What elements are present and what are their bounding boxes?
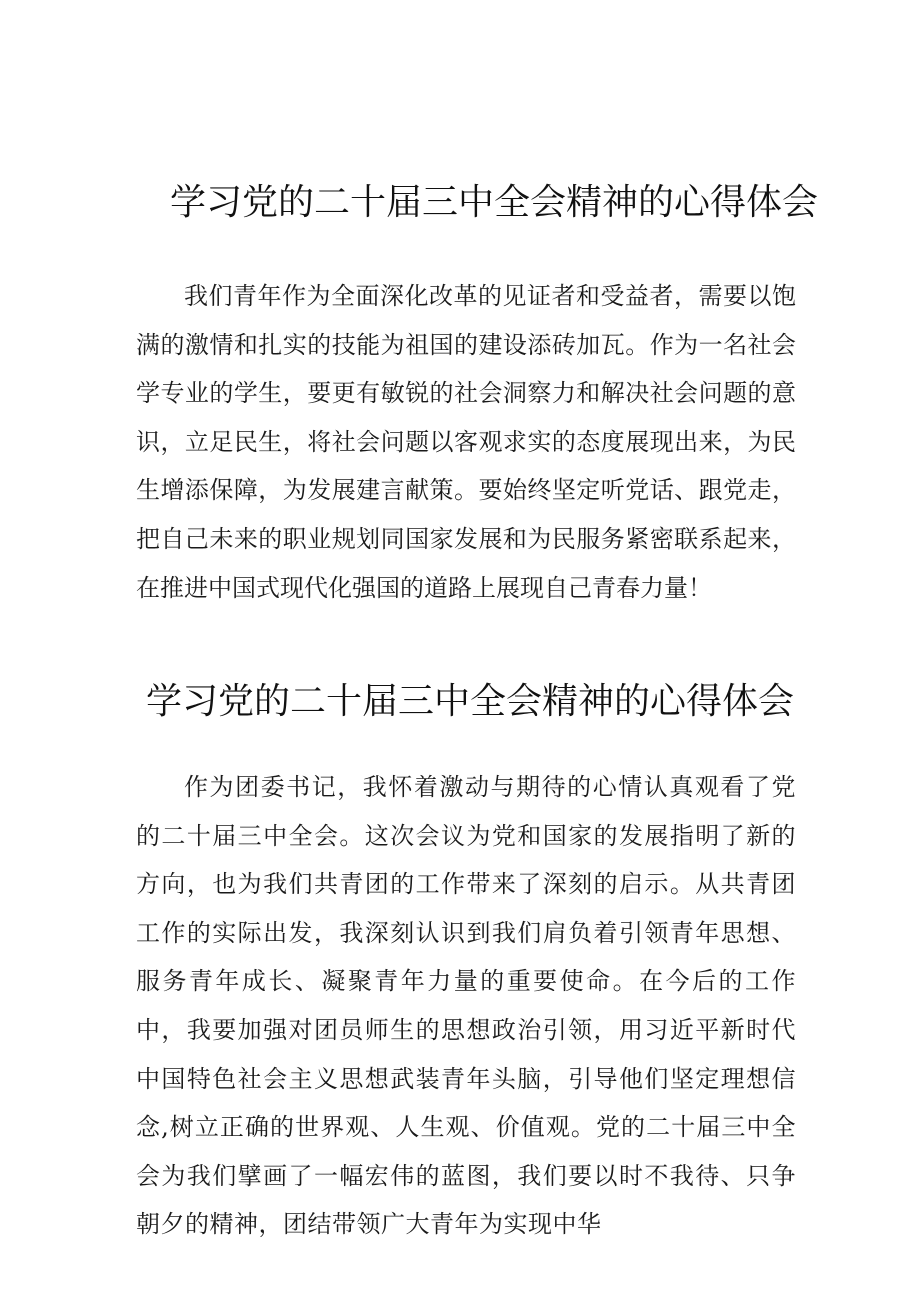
section-2-paragraph: 作为团委书记，我怀着激动与期待的心情认真观看了党的二十届三中全会。这次会议为党和国家的发展指明了新的方向，也为我们共青团的工作带来了深刻的启示。从共青团工作的实际出发，我深刻认识到我们肩负着引领青年思想、服务青年成长、凝聚青年力量的重要使命。在今后的工作中，我要加强对团员师生的思想政治引领，用习近平新时代中国特色社会主义思想武装青年头脑，引导他们坚定理想信念,树立正确的世界观、人生观、价值观。党的二十届三中全会为我们擘画了一幅宏伟的蓝图，我们要以时不我待、只争朝夕的精神，团结带领广大青年为实现中华 xyxy=(136,773,796,1239)
section-1-paragraph: 我们青年作为全面深化改革的见证者和受益者，需要以饱满的激情和扎实的技能为祖国的建设添砖加瓦。作为一名社会学专业的学生，要更有敏锐的社会洞察力和解决社会问题的意识，立足民生，将社会问题以客观求实的态度展现出来，为民生增添保障，为发展建言献策。要始终坚定听党话、跟党走，把自己未来的职业规划同国家发展和为民服务紧密联系起来，在推进中国式现代化强国的道路上展现自己青春力量！ xyxy=(136,282,796,602)
section-2-title: 学习党的二十届三中全会精神的心得体会 xyxy=(146,681,795,722)
section-1-title: 学习党的二十届三中全会精神的心得体会 xyxy=(170,182,819,223)
